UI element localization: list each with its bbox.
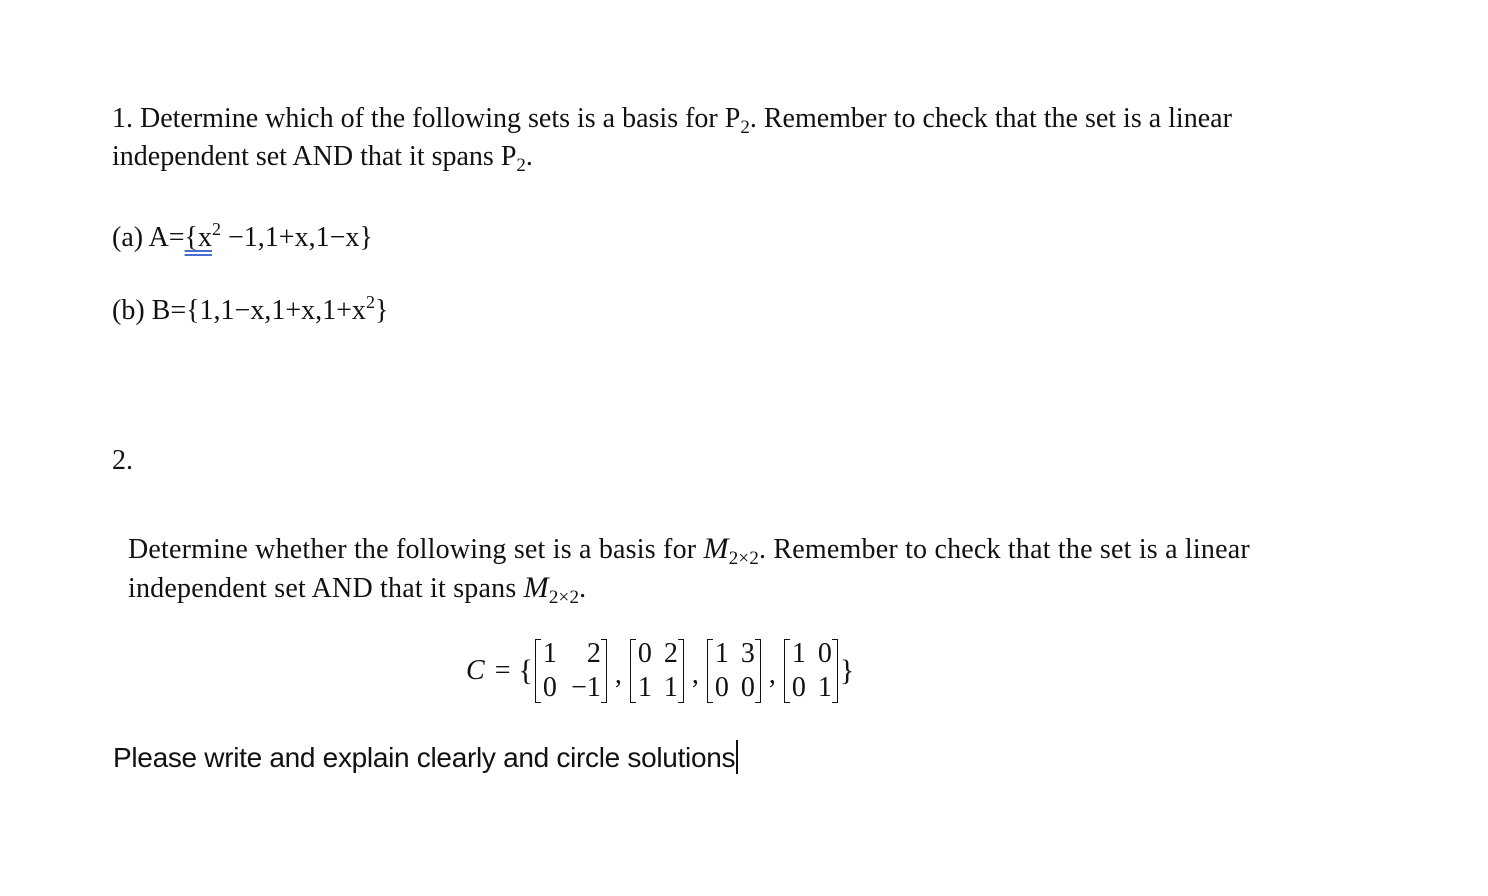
set-equals: = <box>494 655 511 686</box>
matrix-4 <box>784 637 838 705</box>
matrix-entry: 1 <box>637 672 652 703</box>
matrix-2 <box>630 637 684 705</box>
matrix-entry: 0 <box>791 672 806 703</box>
option-a-exponent: 2 <box>212 219 221 239</box>
q2-subscript-2: 2×2 <box>548 587 580 608</box>
question-1 <box>112 100 1372 176</box>
matrix-entry: 2 <box>586 638 601 669</box>
set-comma: , <box>614 659 622 690</box>
q1-middle: . Remember to check that the set is a linear independent set AND that it spans P <box>112 103 1232 172</box>
q1-end: . <box>525 141 533 172</box>
q1-subscript: 2 <box>740 117 750 138</box>
option-b-close: } <box>374 295 389 326</box>
q2-space-symbol: M <box>703 532 729 565</box>
option-a <box>112 218 373 257</box>
instructions-line[interactable] <box>113 740 738 776</box>
matrix-entry: 0 <box>740 672 755 703</box>
option-a-rest: −1,1+x,1−x} <box>221 222 373 253</box>
set-comma: , <box>691 659 699 690</box>
matrix-entry: 1 <box>714 638 729 669</box>
q2-subscript: 2×2 <box>728 548 760 569</box>
matrix-entry: 2 <box>663 638 678 669</box>
question-2-text <box>128 530 1358 608</box>
instructions-text: Please write and explain clearly and circle solutions <box>113 742 736 773</box>
matrix-set <box>466 636 856 706</box>
option-b-exponent: 2 <box>365 292 375 312</box>
matrix-entry: 0 <box>542 672 557 703</box>
matrix-entry: 1 <box>663 672 678 703</box>
q2-space-symbol-2: M <box>523 571 549 604</box>
q2-text-2: . Remember to check that the set is a linear independent set AND that it spans <box>128 534 1250 604</box>
q2-end: . <box>579 573 587 604</box>
q1-intro: 1. Determine which of the following sets is a basis for P <box>112 103 741 134</box>
set-close-brace: } <box>839 654 855 687</box>
matrix-entry: 1 <box>791 638 806 669</box>
option-a-open: {x <box>184 222 212 253</box>
matrix-entry: 3 <box>740 638 755 669</box>
question-2-number: 2. <box>112 445 133 476</box>
set-label: C <box>466 655 485 686</box>
option-b-prefix: (b) B={1,1−x,1+x,1+x <box>112 295 366 326</box>
set-open-brace: { <box>518 654 533 687</box>
q1-subscript-2: 2 <box>516 155 526 176</box>
matrix-entry: 0 <box>637 638 652 669</box>
q2-text-1: Determine whether the following set is a basis for <box>128 534 704 565</box>
matrix-entry: 1 <box>542 638 557 669</box>
option-a-setname: A= <box>148 222 185 253</box>
matrix-1 <box>535 637 607 705</box>
matrix-entry: 1 <box>817 672 832 703</box>
matrix-entry: −1 <box>571 672 601 703</box>
matrix-entry: 0 <box>817 638 832 669</box>
option-b <box>112 292 388 330</box>
matrix-3 <box>707 637 761 705</box>
matrix-entry: 0 <box>714 672 729 703</box>
text-cursor <box>736 740 738 774</box>
set-comma: , <box>768 659 776 690</box>
option-a-prefix: (a) <box>112 222 149 253</box>
